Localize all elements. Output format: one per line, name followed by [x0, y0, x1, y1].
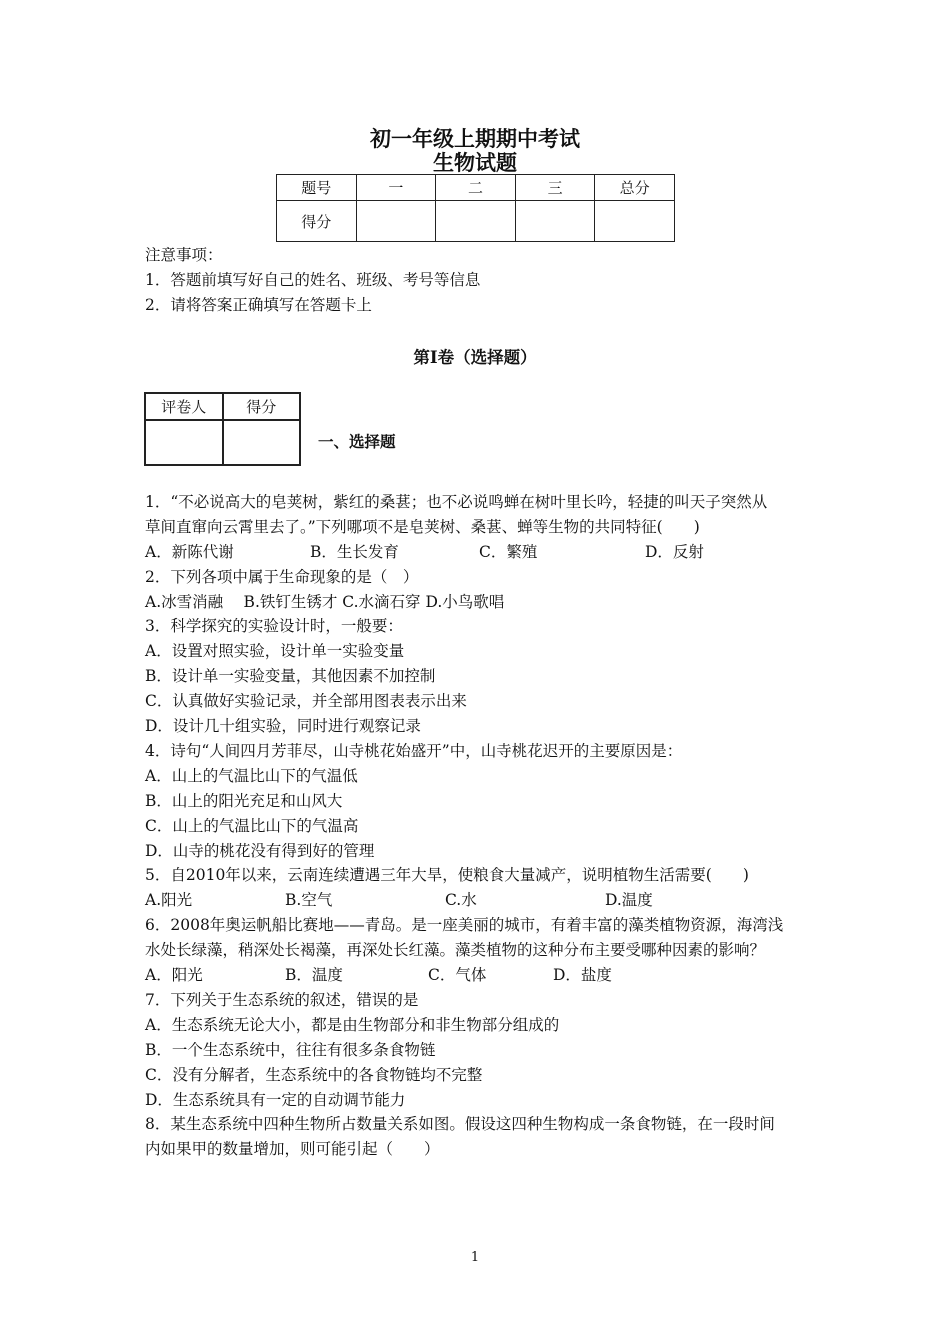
- score-header-cell: 二: [436, 175, 516, 201]
- question-text: 2．下列各项中属于生命现象的是（ ）: [145, 568, 419, 586]
- option: B．一个生态系统中，往往有很多条食物链: [145, 1041, 436, 1059]
- score-cell[interactable]: [595, 201, 675, 242]
- part-title: 一、选择题: [318, 432, 396, 451]
- notes: [145, 243, 480, 318]
- score-header-cell: 三: [515, 175, 595, 201]
- question-text: 1．“不必说高大的皂荚树，紫红的桑葚；也不必说鸣蝉在树叶里长吟，轻捷的叫天子突然从: [145, 493, 768, 511]
- option: C．没有分解者，生态系统中的各食物链均不完整: [145, 1066, 483, 1084]
- option: A．生态系统无论大小，都是由生物部分和非生物部分组成的: [145, 1016, 560, 1034]
- note-item: 2．请将答案正确填写在答题卡上: [145, 296, 372, 314]
- page-number: 1: [470, 1250, 480, 1265]
- option: A.阳光: [145, 891, 193, 909]
- score-header-cell: 总分: [595, 175, 675, 201]
- option: B．温度: [285, 966, 343, 984]
- option: A．山上的气温比山下的气温低: [145, 767, 358, 785]
- score-header-cell: 题号: [277, 175, 357, 201]
- option: D．盐度: [553, 966, 612, 984]
- exam-subtitle: 生物试题: [433, 151, 517, 175]
- option: B．设计单一实验变量，其他因素不加控制: [145, 667, 436, 685]
- note-item: 1．答题前填写好自己的姓名、班级、考号等信息: [145, 271, 481, 289]
- option: D．生态系统具有一定的自动调节能力: [145, 1091, 406, 1109]
- section-title: 第I卷（选择题）: [413, 348, 537, 367]
- score-cell[interactable]: [356, 201, 436, 242]
- question-text: 水处长绿藻，稍深处长褐藻，再深处长红藻。藻类植物的这种分布主要受哪种因素的影响？: [145, 941, 766, 959]
- score-row-label: 得分: [277, 201, 357, 242]
- option-row: A.冰雪消融 B.铁钉生锈才 C.水滴石穿 D.小鸟歌唱: [145, 593, 505, 611]
- question-text: 3．科学探究的实验设计时，一般要：: [145, 617, 403, 635]
- option: A．新陈代谢: [145, 543, 234, 561]
- score-cell[interactable]: [436, 201, 516, 242]
- option: B．生长发育: [310, 543, 399, 561]
- option: D．反射: [645, 543, 704, 561]
- question-text: 4．诗句“人间四月芳菲尽，山寺桃花始盛开”中，山寺桃花迟开的主要原因是：: [145, 742, 683, 760]
- score-header-cell: 一: [356, 175, 436, 201]
- grader-cell[interactable]: [145, 420, 223, 465]
- question-text: 草间直窜向云霄里去了。”下列哪项不是皂荚树、桑葚、蝉等生物的共同特征( ): [145, 518, 700, 536]
- option: B.空气: [285, 891, 333, 909]
- question-text: 5．自2010年以来，云南连续遭遇三年大旱，使粮食大量减产，说明植物生活需要( ): [145, 866, 749, 884]
- option: C．山上的气温比山下的气温高: [145, 817, 359, 835]
- question-text: 8．某生态系统中四种生物所占数量关系如图。假设这四种生物构成一条食物链，在一段时间: [145, 1115, 775, 1133]
- option: D．设计几十组实验，同时进行观察记录: [145, 717, 421, 735]
- option: A．阳光: [145, 966, 203, 984]
- option: C.水: [445, 891, 477, 909]
- question-text: 内如果甲的数量增加，则可能引起（ ）: [145, 1140, 440, 1158]
- grader-cell[interactable]: [223, 420, 301, 465]
- question-text: 6．2008年奥运帆船比赛地——青岛。是一座美丽的城市，有着丰富的藻类植物资源，海湾浅: [145, 916, 784, 934]
- exam-title: 初一年级上期期中考试: [370, 127, 580, 151]
- grader-header-cell: 得分: [223, 393, 301, 420]
- score-cell[interactable]: [515, 201, 595, 242]
- option: B．山上的阳光充足和山风大: [145, 792, 343, 810]
- grader-header-cell: 评卷人: [145, 393, 223, 420]
- option: D.温度: [605, 891, 653, 909]
- question-text: 7．下列关于生态系统的叙述，错误的是: [145, 991, 419, 1009]
- score-table: [276, 174, 675, 242]
- option: C．认真做好实验记录，并全部用图表表示出来: [145, 692, 467, 710]
- option: A．设置对照实验，设计单一实验变量: [145, 642, 405, 660]
- option: C．气体: [428, 966, 487, 984]
- option: D．山寺的桃花没有得到好的管理: [145, 842, 375, 860]
- notes-heading: 注意事项：: [145, 246, 223, 264]
- grader-table: [144, 392, 301, 466]
- option: C．繁殖: [479, 543, 538, 561]
